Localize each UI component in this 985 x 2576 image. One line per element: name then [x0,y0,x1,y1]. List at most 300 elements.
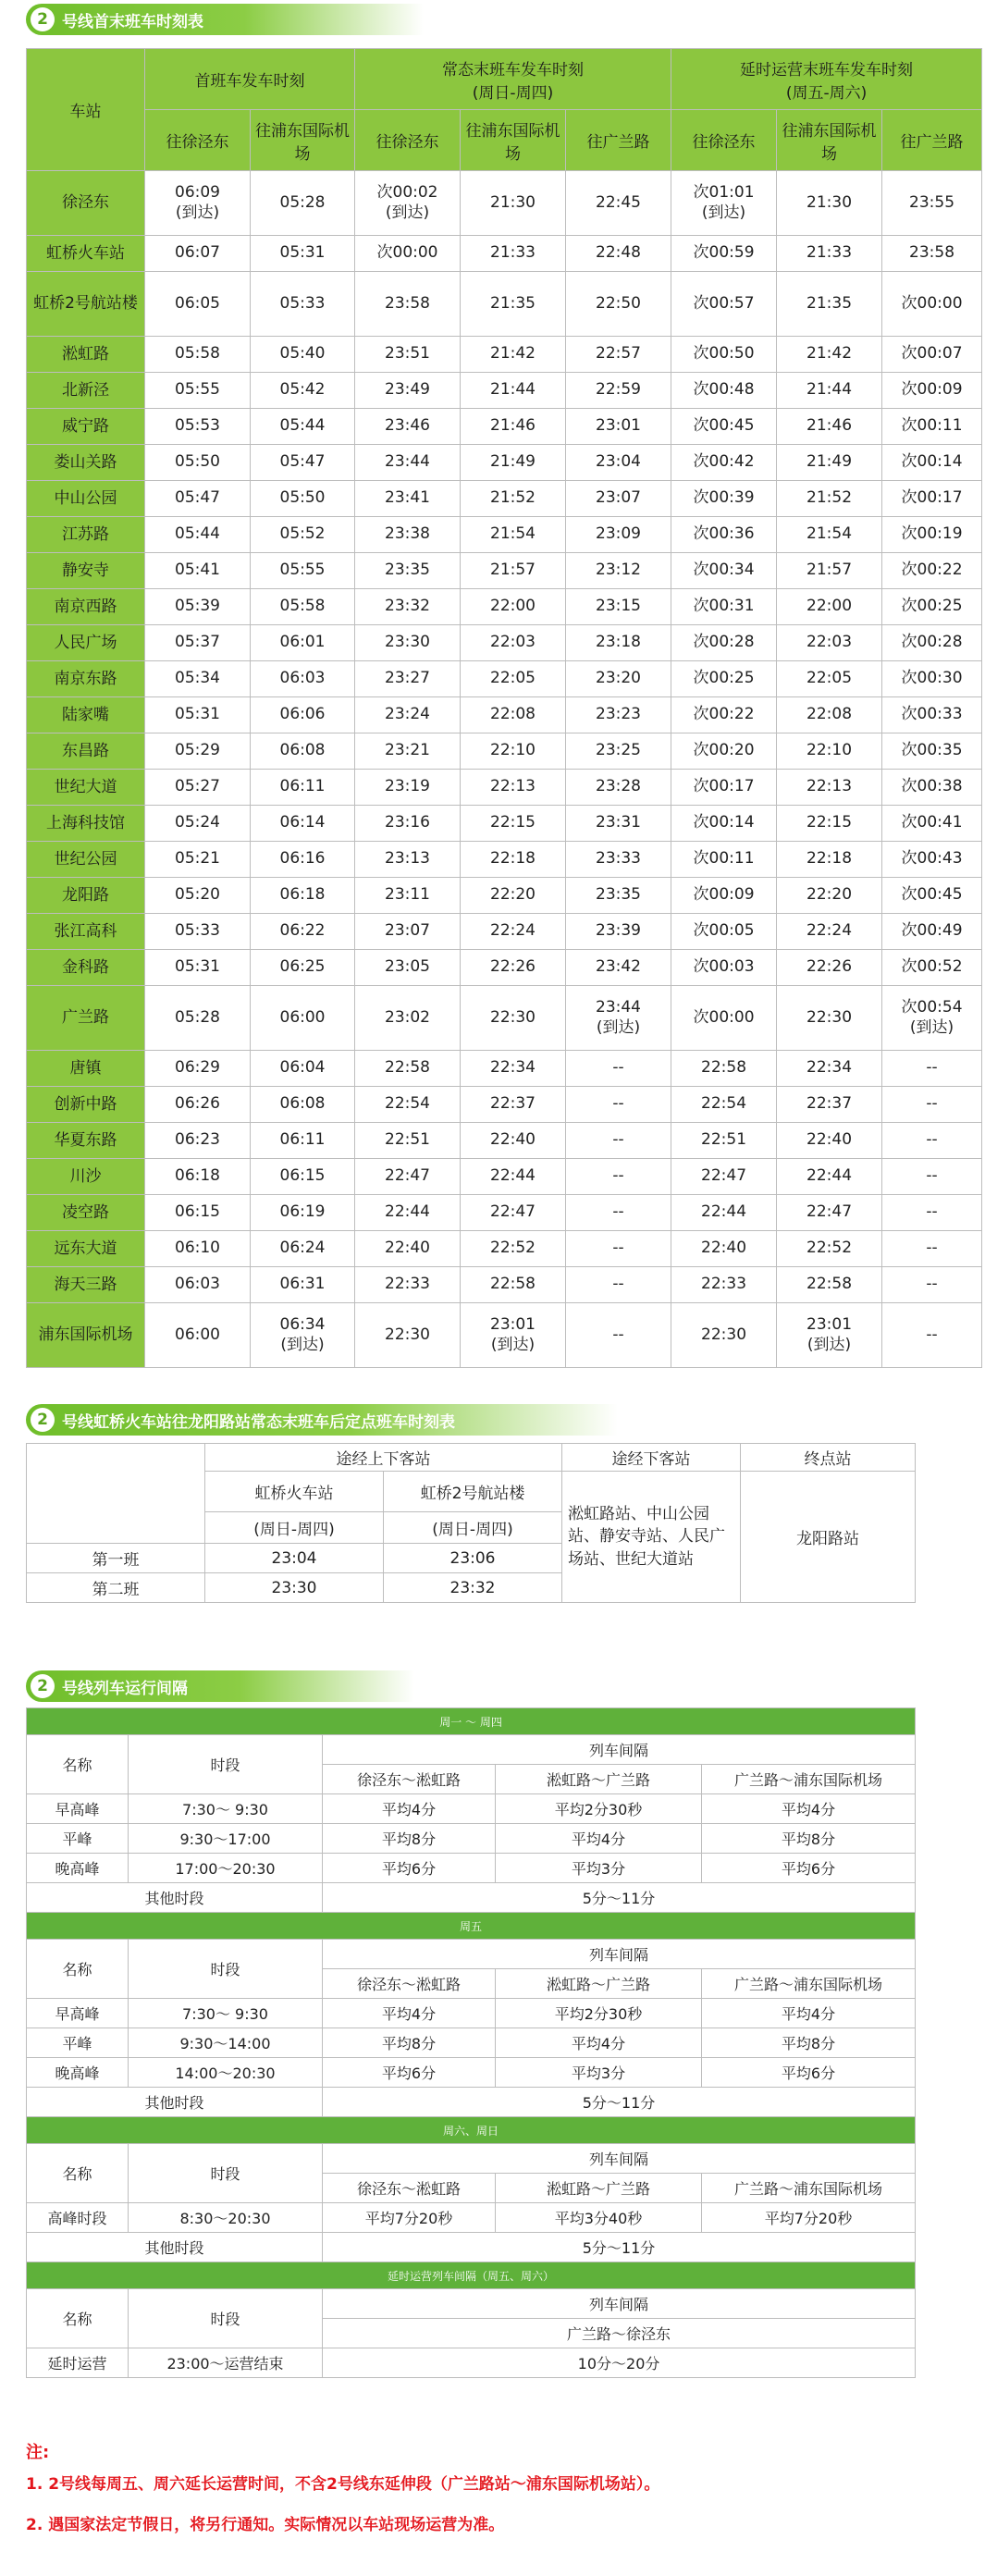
departure-time: 23:28 [566,770,671,806]
interval-value: 平均3分 [496,1854,702,1883]
departure-time: 23:46 [355,409,461,445]
period-time: 9:30～14:00 [129,2028,323,2058]
departure-time: 次01:01 (到达) [671,171,777,236]
period-time: 23:00～运营结束 [129,2348,323,2378]
header-extended-last-line1: 延时运营末班车发车时刻 [740,60,914,80]
departure-time: 22:26 [777,950,882,986]
header-extended-last-line2: (周五-周六) [785,83,868,103]
departure-time: 05:58 [251,589,355,625]
col-period-header: 时段 [129,1735,323,1794]
shuttle-time: 23:06 [384,1544,562,1573]
departure-time: 23:35 [355,553,461,589]
col-name-header: 名称 [27,2289,129,2348]
interval-row [27,1824,916,1854]
departure-time: 次00:22 [882,553,982,589]
departure-time: 23:18 [566,625,671,661]
departure-time: 22:15 [777,806,882,842]
interval-table [26,1707,916,2378]
departure-time: -- [882,1195,982,1231]
departure-time: 次00:07 [882,337,982,373]
segment-header: 淞虹路～广兰路 [496,1969,702,1999]
departure-time: 次00:42 [671,445,777,481]
interval-value: 平均7分20秒 [702,2203,916,2233]
departure-time: 05:33 [251,272,355,337]
header-dir-guanglan: 往广兰路 [882,110,982,171]
departure-time: 22:50 [566,272,671,337]
departure-time: 次00:39 [671,481,777,517]
departure-time: 22:47 [671,1159,777,1195]
departure-time: 22:00 [777,589,882,625]
station-name: 川沙 [27,1159,145,1195]
shuttle-time: 23:30 [205,1573,384,1603]
timetable-row [27,950,982,986]
departure-time: 次00:02 (到达) [355,171,461,236]
departure-time: 05:20 [145,878,251,914]
timetable-row [27,986,982,1051]
departure-time: -- [882,1051,982,1087]
col-interval-header: 列车间隔 [323,2289,916,2319]
departure-time: 22:37 [777,1087,882,1123]
interval-value: 平均6分 [702,1854,916,1883]
other-period-value: 5分～11分 [323,1883,916,1913]
station-name: 南京西路 [27,589,145,625]
departure-time: 22:58 [355,1051,461,1087]
departure-time: 05:44 [251,409,355,445]
departure-time: 21:49 [461,445,566,481]
departure-time: 06:15 [145,1195,251,1231]
departure-time: 23:44 (到达) [566,986,671,1051]
departure-time: 21:42 [461,337,566,373]
departure-time: 22:44 [671,1195,777,1231]
departure-time: 次00:17 [882,481,982,517]
departure-time: 05:55 [145,373,251,409]
segment-header: 广兰路～徐泾东 [323,2319,916,2348]
timetable-row [27,481,982,517]
timetable-row [27,806,982,842]
departure-time: 次00:19 [882,517,982,553]
departure-time: 次00:25 [882,589,982,625]
station-name: 金科路 [27,950,145,986]
departure-time: 06:06 [251,697,355,733]
section-banner-late-shuttle [26,1404,618,1436]
departure-time: 22:30 [461,986,566,1051]
interval-row [27,2058,916,2088]
period-time: 7:30～ 9:30 [129,1794,323,1824]
station-name: 东昌路 [27,733,145,770]
period-time: 17:00～20:30 [129,1854,323,1883]
departure-time: 23:01 [566,409,671,445]
departure-time: 21:35 [461,272,566,337]
interval-header-row [27,1940,916,1969]
station-name: 浦东国际机场 [27,1303,145,1368]
departure-time: 次00:57 [671,272,777,337]
departure-time: 06:01 [251,625,355,661]
segment-header: 徐泾东～淞虹路 [323,1969,496,1999]
shuttle-label: 第一班 [27,1544,205,1573]
departure-time: -- [882,1303,982,1368]
timetable-row [27,409,982,445]
period-name: 平峰 [27,2028,129,2058]
departure-time: -- [566,1303,671,1368]
departure-time: 次00:00 [882,272,982,337]
col-interval-header: 列车间隔 [323,1940,916,1969]
timetable-row [27,1051,982,1087]
departure-time: 次00:14 [671,806,777,842]
departure-time: 06:03 [251,661,355,697]
shuttle-time: 23:04 [205,1544,384,1573]
departure-time: 次00:45 [882,878,982,914]
departure-time: 06:25 [251,950,355,986]
segment-header: 广兰路～浦东国际机场 [702,1765,916,1794]
interval-value: 平均2分30秒 [496,1999,702,2028]
segment-header: 广兰路～浦东国际机场 [702,2174,916,2203]
departure-time: 22:54 [355,1087,461,1123]
departure-time: 23:35 [566,878,671,914]
timetable-row [27,733,982,770]
departure-time: 22:51 [355,1123,461,1159]
departure-time: -- [566,1159,671,1195]
period-name: 高峰时段 [27,2203,129,2233]
departure-time: 05:53 [145,409,251,445]
line-number-badge: 2 [31,7,55,31]
departure-time: 22:48 [566,236,671,272]
interval-value: 平均6分 [323,1854,496,1883]
departure-time: 22:05 [777,661,882,697]
station-name: 静安寺 [27,553,145,589]
section-title: 号线列车运行间隔 [62,1679,188,1698]
interval-value: 平均2分30秒 [496,1794,702,1824]
departure-time: 05:52 [251,517,355,553]
departure-time: 23:44 [355,445,461,481]
header-normal-last [355,49,671,110]
departure-time: 23:58 [355,272,461,337]
station-name: 陆家嘴 [27,697,145,733]
interval-section-heading: 周五 [27,1913,916,1940]
departure-time: 06:31 [251,1267,355,1303]
departure-time: 05:28 [251,171,355,236]
departure-time: 22:58 [777,1267,882,1303]
departure-time: 05:47 [251,445,355,481]
departure-time: 次00:43 [882,842,982,878]
departure-time: 次00:09 [671,878,777,914]
timetable-row [27,625,982,661]
departure-time: 23:49 [355,373,461,409]
header-dir-pudong: 往浦东国际机场 [461,110,566,171]
period-name: 平峰 [27,1824,129,1854]
departure-time: -- [882,1267,982,1303]
departure-time: 22:51 [671,1123,777,1159]
segment-header: 徐泾东～淞虹路 [323,2174,496,2203]
interval-section-title [27,2117,916,2144]
interval-header-row [27,2144,916,2174]
section-title: 号线虹桥火车站往龙阳路站常态末班车后定点班车时刻表 [62,1412,455,1432]
departure-time: 05:21 [145,842,251,878]
departure-time: 23:33 [566,842,671,878]
timetable-row [27,697,982,733]
departure-time: -- [566,1267,671,1303]
departure-time: 05:29 [145,733,251,770]
interval-value: 平均4分 [702,1794,916,1824]
departure-time: -- [566,1195,671,1231]
period-time: 9:30～17:00 [129,1824,323,1854]
departure-time: 21:30 [777,171,882,236]
period-name: 延时运营 [27,2348,129,2378]
departure-time: 次00:34 [671,553,777,589]
departure-time: 22:40 [671,1231,777,1267]
departure-time: 06:05 [145,272,251,337]
departure-time: 22:40 [777,1123,882,1159]
departure-time: 22:52 [461,1231,566,1267]
station-name: 江苏路 [27,517,145,553]
col-interval-header: 列车间隔 [323,1735,916,1765]
departure-time: 05:28 [145,986,251,1051]
interval-value: 平均3分 [496,2058,702,2088]
departure-time: 06:22 [251,914,355,950]
departure-time: 21:44 [777,373,882,409]
departure-time: 06:08 [251,1087,355,1123]
departure-time: 06:11 [251,1123,355,1159]
departure-time: 22:40 [355,1231,461,1267]
departure-time: 22:15 [461,806,566,842]
segment-header: 徐泾东～淞虹路 [323,1765,496,1794]
timetable-row [27,1087,982,1123]
interval-header-row [27,2289,916,2319]
departure-time: 次00:50 [671,337,777,373]
header-board: 途经上下客站 [205,1444,562,1472]
interval-row [27,1854,916,1883]
departure-time: 次00:05 [671,914,777,950]
col-name-header: 名称 [27,1940,129,1999]
departure-time: 06:00 [251,986,355,1051]
departure-time: 次00:03 [671,950,777,986]
departure-time: 22:33 [671,1267,777,1303]
departure-time: 次00:22 [671,697,777,733]
interval-value: 平均3分40秒 [496,2203,702,2233]
departure-time: 06:00 [145,1303,251,1368]
departure-time: 22:44 [777,1159,882,1195]
alight-stations: 淞虹路站、中山公园站、静安寺站、人民广场站、世纪大道站 [562,1472,741,1603]
departure-time: 05:42 [251,373,355,409]
station-name: 娄山关路 [27,445,145,481]
departure-time: 次00:41 [882,806,982,842]
departure-time: 22:03 [461,625,566,661]
interval-other-row [27,1883,916,1913]
departure-time: 05:47 [145,481,251,517]
departure-time: 22:44 [355,1195,461,1231]
departure-time: 21:57 [777,553,882,589]
departure-time: 23:30 [355,625,461,661]
departure-time: 21:54 [461,517,566,553]
station-name: 北新泾 [27,373,145,409]
departure-time: 22:03 [777,625,882,661]
interval-row [27,1999,916,2028]
departure-time: -- [566,1051,671,1087]
departure-time: 次00:14 [882,445,982,481]
departure-time: 23:31 [566,806,671,842]
timetable-row [27,842,982,878]
timetable-row [27,914,982,950]
station-name: 淞虹路 [27,337,145,373]
departure-time: 06:08 [251,733,355,770]
station-name: 上海科技馆 [27,806,145,842]
timetable-row [27,770,982,806]
section-title: 号线首末班车时刻表 [62,12,203,31]
departure-time: 21:57 [461,553,566,589]
departure-time: 21:42 [777,337,882,373]
interval-header-row [27,1735,916,1765]
timetable-body [27,171,982,1368]
departure-time: 23:55 [882,171,982,236]
departure-time: 06:16 [251,842,355,878]
departure-time: 05:31 [145,697,251,733]
departure-time: 23:23 [566,697,671,733]
departure-time: 次00:17 [671,770,777,806]
departure-time: 05:39 [145,589,251,625]
departure-time: 06:11 [251,770,355,806]
departure-time: 23:07 [355,914,461,950]
departure-time: 05:50 [145,445,251,481]
departure-time: 21:49 [777,445,882,481]
departure-time: 次00:54 (到达) [882,986,982,1051]
departure-time: 22:18 [777,842,882,878]
station-name: 人民广场 [27,625,145,661]
period-name: 晚高峰 [27,2058,129,2088]
period-time: 7:30～ 9:30 [129,1999,323,2028]
departure-time: 06:14 [251,806,355,842]
departure-time: 05:37 [145,625,251,661]
departure-time: -- [566,1231,671,1267]
interval-value: 平均8分 [323,2028,496,2058]
timetable-row [27,589,982,625]
departure-time: 22:58 [671,1051,777,1087]
departure-time: 21:52 [777,481,882,517]
departure-time: 23:25 [566,733,671,770]
departure-time: 23:02 [355,986,461,1051]
station-name: 威宁路 [27,409,145,445]
other-period-label: 其他时段 [27,2233,323,2262]
station-name: 海天三路 [27,1267,145,1303]
departure-time: 22:20 [461,878,566,914]
interval-section-title [27,1708,916,1735]
departure-time: 22:05 [461,661,566,697]
departure-time: 05:27 [145,770,251,806]
timetable-row [27,1159,982,1195]
departure-time: 23:51 [355,337,461,373]
interval-row [27,2203,916,2233]
departure-time: 23:07 [566,481,671,517]
departure-time: 06:34 (到达) [251,1303,355,1368]
departure-time: -- [882,1231,982,1267]
header-terminal: 终点站 [741,1444,916,1472]
departure-time: 21:52 [461,481,566,517]
period-name: 早高峰 [27,1794,129,1824]
interval-section-heading: 延时运营列车间隔（周五、周六） [27,2262,916,2289]
station-name: 凌空路 [27,1195,145,1231]
departure-time: 21:46 [461,409,566,445]
departure-time: 次00:25 [671,661,777,697]
col-hongqiao-t2: 虹桥2号航站楼 [384,1472,562,1512]
departure-time: 22:57 [566,337,671,373]
interval-row [27,2028,916,2058]
departure-time: 23:41 [355,481,461,517]
period-time: 8:30～20:30 [129,2203,323,2233]
departure-time: 05:58 [145,337,251,373]
interval-value: 平均6分 [702,2058,916,2088]
departure-time: 22:47 [355,1159,461,1195]
segment-header: 广兰路～浦东国际机场 [702,1969,916,1999]
interval-value: 平均8分 [323,1824,496,1854]
col-period-header: 时段 [129,2144,323,2203]
departure-time: 22:30 [355,1303,461,1368]
departure-time: 23:27 [355,661,461,697]
departure-time: 22:20 [777,878,882,914]
interval-value: 平均6分 [323,2058,496,2088]
departure-time: 23:11 [355,878,461,914]
header-alight: 途经下客站 [562,1444,741,1472]
other-period-label: 其他时段 [27,2088,323,2117]
departure-time: 次00:36 [671,517,777,553]
departure-time: 23:21 [355,733,461,770]
interval-value: 平均4分 [702,1999,916,2028]
departure-time: 次00:28 [671,625,777,661]
timetable-row [27,517,982,553]
departure-time: 23:15 [566,589,671,625]
departure-time: 22:08 [777,697,882,733]
departure-time: 05:34 [145,661,251,697]
departure-time: 23:09 [566,517,671,553]
departure-time: 22:59 [566,373,671,409]
corner-cell [27,1444,205,1544]
departure-time: 21:54 [777,517,882,553]
station-name: 中山公园 [27,481,145,517]
shuttle-label: 第二班 [27,1573,205,1603]
interval-section-title [27,1913,916,1940]
departure-time: 23:38 [355,517,461,553]
col-interval-header: 列车间隔 [323,2144,916,2174]
departure-time: 21:30 [461,171,566,236]
other-period-value: 5分～11分 [323,2088,916,2117]
interval-value: 平均4分 [496,1824,702,1854]
departure-time: 22:10 [461,733,566,770]
timetable-row [27,445,982,481]
departure-time: 22:52 [777,1231,882,1267]
note-item: 1. 2号线每周五、周六延长运营时间，不含2号线东延伸段（广兰路站～浦东国际机场站）。 [26,2475,660,2494]
station-name: 徐泾东 [27,171,145,236]
departure-time: 次00:00 [355,236,461,272]
station-name: 张江高科 [27,914,145,950]
notes [26,2442,951,2545]
departure-time: 22:24 [777,914,882,950]
col-period-header: 时段 [129,2289,323,2348]
departure-time: 22:00 [461,589,566,625]
departure-time: 23:01 (到达) [777,1303,882,1368]
departure-time: 05:31 [251,236,355,272]
departure-time: 21:33 [777,236,882,272]
interval-row [27,2348,916,2378]
departure-time: 22:30 [671,1303,777,1368]
departure-time: 22:24 [461,914,566,950]
departure-time: 23:12 [566,553,671,589]
departure-time: 06:04 [251,1051,355,1087]
departure-time: -- [882,1123,982,1159]
timetable-row [27,373,982,409]
departure-time: 21:33 [461,236,566,272]
departure-time: 22:40 [461,1123,566,1159]
timetable-row [27,1123,982,1159]
departure-time: 06:18 [251,878,355,914]
departure-time: 23:04 [566,445,671,481]
departure-time: 22:33 [355,1267,461,1303]
